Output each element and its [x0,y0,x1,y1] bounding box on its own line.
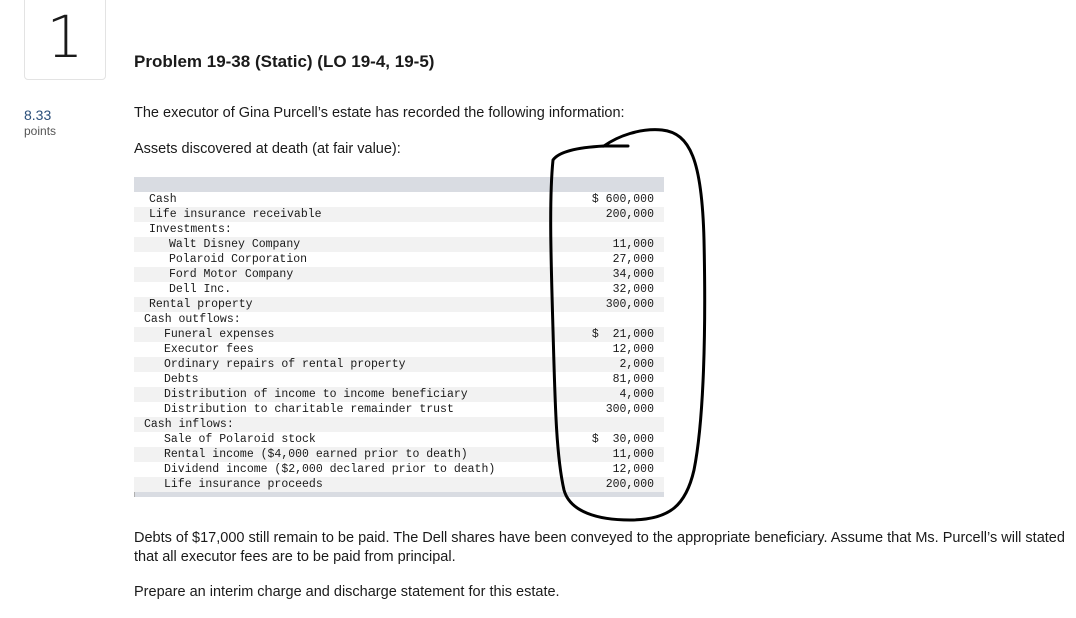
table-row [134,417,664,432]
prepare-instruction: Prepare an interim charge and discharge statement for this estate. [134,584,560,600]
row-amount: 81,000 [612,373,654,386]
table-row [134,462,664,477]
row-label: Distribution of income to income beneficiary [164,388,468,401]
table-row [134,297,664,312]
problem-title: Problem 19-38 (Static) (LO 19-4, 19-5) [134,52,435,71]
row-label: Funeral expenses [164,328,275,341]
table-row [134,327,664,342]
row-label: Cash [149,193,177,206]
note-text: Debts of $17,000 still remain to be paid. The Dell shares have been conveyed to the appropriate beneficiary. Assume that Ms. Purcell’s will stated that all executor fees are to be paid from principal. [134,530,1065,565]
question-number-box [24,0,106,80]
row-label: Investments: [149,223,232,236]
row-amount: 32,000 [612,283,654,296]
table-row [134,432,664,447]
row-amount: 2,000 [619,358,654,371]
row-amount: 27,000 [612,253,654,266]
points-value: 8.33 [24,107,52,123]
table-row [134,222,664,237]
row-amount: 12,000 [612,463,654,476]
row-label: Debts [164,373,199,386]
row-amount: $ 600,000 [591,193,654,206]
row-amount: $ 30,000 [591,433,654,446]
row-amount: 11,000 [612,448,654,461]
row-amount: 4,000 [619,388,654,401]
row-amount: 200,000 [605,208,654,221]
row-label: Ford Motor Company [169,268,294,281]
row-amount: 300,000 [605,403,654,416]
table-row [134,282,664,297]
table-body [134,192,664,492]
table-row [134,252,664,267]
table-row [134,207,664,222]
row-label: Sale of Polaroid stock [164,433,316,446]
row-label: Executor fees [164,343,254,356]
table-row [134,477,664,492]
table-row [134,192,664,207]
table-row [134,402,664,417]
table-row [134,387,664,402]
table-row [134,447,664,462]
row-label: Walt Disney Company [169,238,301,251]
row-label: Cash inflows: [144,418,234,431]
table-row [134,237,664,252]
row-amount: 300,000 [605,298,654,311]
row-label: Rental income ($4,000 earned prior to death) [164,448,468,461]
estate-data-table [134,177,664,497]
row-label: Life insurance receivable [149,208,322,221]
table-row [134,267,664,282]
row-label: Cash outflows: [144,313,241,326]
points-label: points [24,124,57,138]
table-row [134,372,664,387]
table-footer-bar [134,492,664,497]
row-label: Dell Inc. [169,283,232,296]
row-label: Rental property [149,298,253,311]
intro-text: The executor of Gina Purcell’s estate has recorded the following information: [134,105,625,121]
row-amount: 34,000 [612,268,654,281]
row-amount: $ 21,000 [591,328,654,341]
table-header-bar [134,177,664,192]
row-amount: 11,000 [612,238,654,251]
row-label: Ordinary repairs of rental property [164,358,406,371]
question-number: 1 [46,3,84,71]
assets-heading: Assets discovered at death (at fair value): [134,141,401,157]
row-label: Distribution to charitable remainder trust [164,403,454,416]
row-amount: 200,000 [605,478,654,491]
row-label: Dividend income ($2,000 declared prior to death) [164,463,496,476]
row-label: Polaroid Corporation [169,253,308,266]
table-row [134,342,664,357]
row-label: Life insurance proceeds [164,478,323,491]
table-row [134,312,664,327]
row-amount: 12,000 [612,343,654,356]
table-row [134,357,664,372]
